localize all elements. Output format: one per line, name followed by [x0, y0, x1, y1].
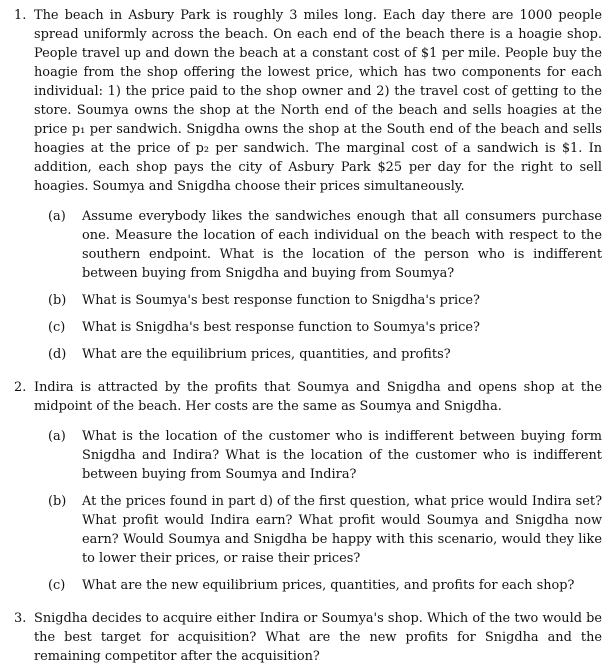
subquestion	[34, 427, 602, 484]
problem-statement: The beach in Asbury Park is roughly 3 miles long. Each day there are 1000 people spread uniformly across the beach. On each end of the beach there is a hoagie shop. People travel up and down the beach at a constant cost of $1 per mile. People buy the hoagie from the shop offering the lowest price, which has two components for each individual: 1) the price paid to the shop owner and 2) the travel cost of getting to the store. Soumya owns the shop at the North end of the beach and sells hoagies at the price p₁ per sandwich. Snigdha owns the shop at the South end of the beach and sells hoagies at the price of p₂ per sandwich. The marginal cost of a sandwich is $1. In addition, each shop pays the city of Asbury Park $25 per day for the right to sell hoagies. Soumya and Snigdha choose their prices simultaneously.	[34, 8, 602, 194]
subquestion-label: (d)	[48, 347, 67, 362]
subquestion-text: Assume everybody likes the sandwiches enough that all consumers purchase one. Measure the location of each individual on the beach with respect to the southern endpoint. What is the location of the person who is indifferent between buying from Snigdha and buying from Soumya?	[82, 209, 602, 281]
subquestion-text: What are the equilibrium prices, quantities, and profits?	[82, 347, 451, 362]
subquestion-label: (c)	[48, 578, 66, 593]
subquestion-text: What is Snigdha's best response function to Soumya's price?	[82, 320, 480, 335]
problem-3	[14, 609, 602, 666]
subquestion-list	[34, 207, 602, 364]
problem-number: 1.	[14, 8, 27, 23]
subquestion-text: What is Soumya's best response function to Snigdha's price?	[82, 293, 480, 308]
problem-1	[14, 6, 602, 372]
subquestion-label: (c)	[48, 320, 66, 335]
subquestion-text: What are the new equilibrium prices, quantities, and profits for each shop?	[82, 578, 575, 593]
problem-statement: Snigdha decides to acquire either Indira or Soumya's shop. Which of the two would be the best target for acquisition? What are the new profits for Snigdha and the remaining competitor after the acquisition?	[34, 611, 602, 664]
subquestion-label: (a)	[48, 429, 66, 444]
problem-number: 2.	[14, 380, 27, 395]
subquestion	[34, 207, 602, 283]
subquestion-label: (b)	[48, 293, 67, 308]
subquestion	[34, 576, 602, 595]
problem-statement: Indira is attracted by the profits that Soumya and Snigdha and opens shop at the midpoint of the beach. Her costs are the same as Soumya and Snigdha.	[34, 380, 602, 414]
subquestion-list	[34, 427, 602, 595]
subquestion-text: At the prices found in part d) of the first question, what price would Indira set? What profit would Indira earn? What profit would Soumya and Snigdha now earn? Would Soumya and Snigdha be happy with this scenario, would they like to lower their prices, or raise their prices?	[82, 494, 602, 566]
subquestion-label: (a)	[48, 209, 66, 224]
problem-2	[14, 378, 602, 603]
subquestion	[34, 492, 602, 568]
subquestion	[34, 291, 602, 310]
subquestion-label: (b)	[48, 494, 67, 509]
subquestion	[34, 318, 602, 337]
problem-number: 3.	[14, 611, 27, 626]
subquestion	[34, 345, 602, 364]
subquestion-text: What is the location of the customer who is indifferent between buying form Snigdha and Indira? What is the location of the customer who is indifferent between buying from Soumya and Indira?	[82, 429, 602, 482]
